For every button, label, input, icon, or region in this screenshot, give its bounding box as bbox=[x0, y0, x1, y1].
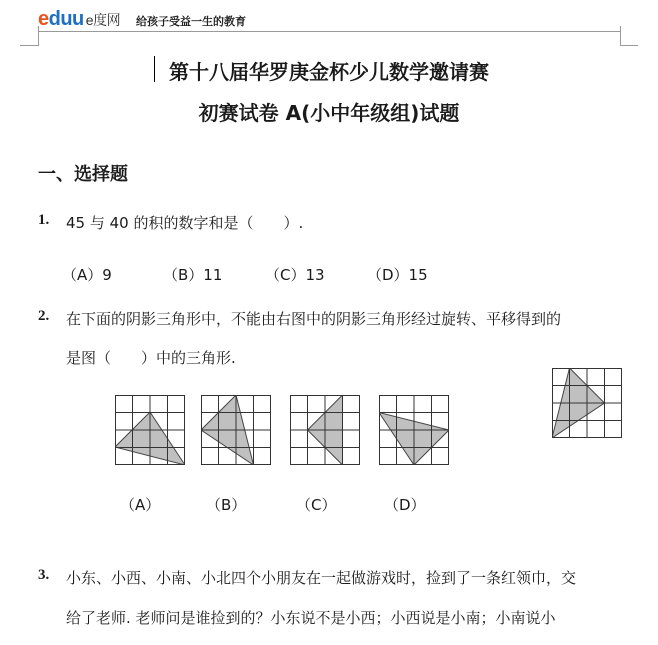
figure-c-label: （C） bbox=[296, 496, 337, 514]
header-rule bbox=[38, 31, 620, 32]
figure-a-label: （A） bbox=[120, 496, 161, 514]
q2-number: 2. bbox=[38, 308, 50, 324]
page-corner-mark-left bbox=[38, 26, 39, 46]
eduu-logo bbox=[38, 8, 120, 31]
q1-number: 1. bbox=[38, 212, 50, 228]
page-corner-mark-right bbox=[620, 26, 621, 46]
figure-c-grid[interactable] bbox=[290, 395, 360, 465]
figure-d-grid[interactable] bbox=[379, 395, 449, 465]
q2-text-line1[interactable]: 在下面的阴影三角形中，不能由右图中的阴影三角形经过旋转、平移得到的 bbox=[66, 310, 562, 328]
q3-number: 3. bbox=[38, 567, 50, 583]
figure-a-grid[interactable] bbox=[115, 395, 185, 465]
logo-sub: e度网 bbox=[85, 12, 121, 28]
page-corner-mark-left-h bbox=[20, 45, 38, 46]
figure-d-label: （D） bbox=[384, 496, 426, 514]
document-subtitle[interactable]: 初赛试卷 A(小中年级组)试题 bbox=[198, 101, 460, 125]
page-corner-mark-right-h bbox=[620, 45, 638, 46]
q3-text-line2[interactable]: 给了老师. 老师问是谁捡到的？小东说不是小西；小西说是小南；小南说小 bbox=[66, 609, 556, 627]
q1-option-b[interactable]: （B）11 bbox=[163, 266, 223, 284]
document-title[interactable]: 第十八届华罗庚金杯少儿数学邀请赛 bbox=[169, 60, 489, 84]
q1-text[interactable]: 45 与 40 的积的数字和是（ ）. bbox=[66, 214, 304, 232]
reference-figure-grid[interactable] bbox=[552, 368, 622, 438]
q1-option-d[interactable]: （D）15 bbox=[367, 266, 428, 284]
q1-option-c[interactable]: （C）13 bbox=[265, 266, 325, 284]
figure-b-grid[interactable] bbox=[201, 395, 271, 465]
logo-e: e bbox=[38, 8, 49, 30]
header-slogan: 给孩子受益一生的教育 bbox=[136, 15, 246, 28]
section-heading[interactable]: 一、选择题 bbox=[38, 164, 128, 185]
logo-duu: duu bbox=[48, 8, 84, 30]
q2-text-line2[interactable]: 是图（ ）中的三角形. bbox=[66, 349, 236, 367]
q3-text-line1[interactable]: 小东、小西、小南、小北四个小朋友在一起做游戏时，捡到了一条红领巾，交 bbox=[66, 569, 577, 587]
q1-option-a[interactable]: （A）9 bbox=[62, 266, 112, 284]
figure-b-label: （B） bbox=[206, 496, 247, 514]
